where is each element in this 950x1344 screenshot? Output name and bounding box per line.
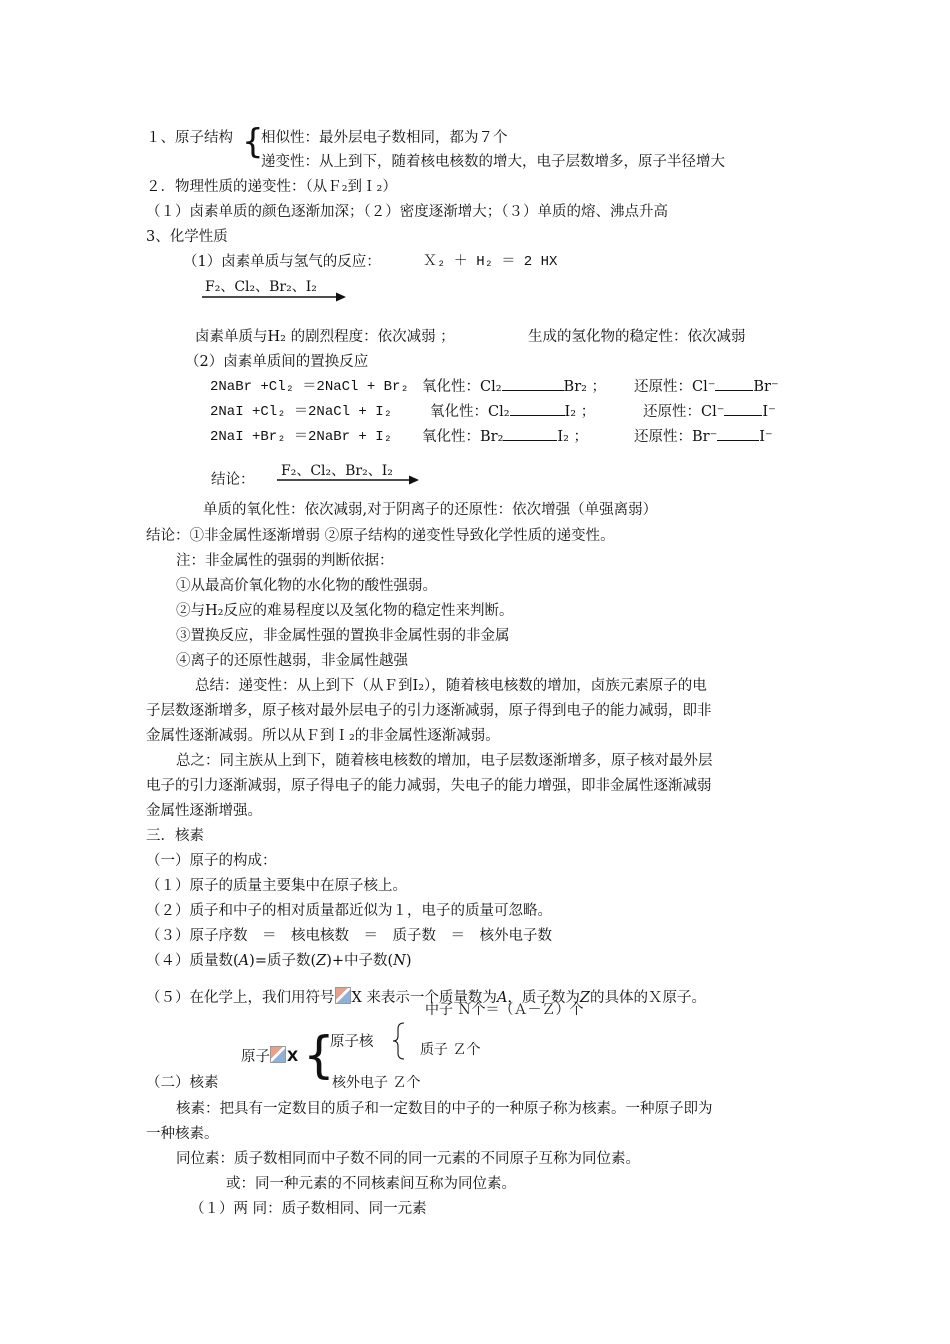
eq2-reduction: 还原性：Cl⁻ I⁻ xyxy=(643,404,776,420)
nucleus-label: 原子核 xyxy=(330,1034,374,1050)
nuclide-def1: 核素：把具有一定数目的质子和一定数目的中子的一种原子称为核素。一种原子即为 xyxy=(176,1101,713,1117)
summary1-line1: 总结：递变性：从上到下（从Ｆ到I₂），随着核电核数的增加，卤族元素原子的电 xyxy=(195,678,707,694)
atom-symbol-icon xyxy=(270,1046,286,1063)
s1-trend: 递变性：从上到下，随着核电核数的增大，电子层数增多，原子半径增大 xyxy=(261,154,725,170)
arrow1-icon xyxy=(200,291,350,303)
note-item-1: ①从最高价氧化物的水化物的酸性强弱。 xyxy=(176,578,437,594)
nuclide-symbol-icon xyxy=(335,987,351,1004)
s1-similarity: 相似性：最外层电子数相同，都为７个 xyxy=(261,130,508,146)
nuclide-def2: 一种核素。 xyxy=(146,1126,219,1142)
summary2-line1: 总之：同主族从上到下，随着核电核数的增加，电子层数逐渐增多，原子核对最外层 xyxy=(176,753,713,769)
conclusion-main: 结论：①非金属性逐渐增弱 ②原子结构的递变性导致化学性质的递变性。 xyxy=(146,528,615,544)
s3b-p2: （２）质子和中子的相对质量都近似为１，电子的质量可忽略。 xyxy=(146,903,552,919)
s3b-p5: （５）在化学上，我们用符号 X 来表示一个质量数为A，质子数为Z的具体的Ｘ原子。 xyxy=(146,987,706,1008)
eq2: 2NaI +Cl₂ ＝2NaCl + I₂ xyxy=(210,404,393,420)
conclusion-text: 单质的氧化性：依次减弱,对于阴离子的还原性：依次增强（单强离弱） xyxy=(203,502,658,518)
s3b-sub1: （一）原子的构成： xyxy=(146,853,277,869)
atom-label: 原子 X xyxy=(241,1046,298,1067)
arrow2-label: F₂、Cl₂、Br₂、I₂ xyxy=(281,463,393,479)
r1-equation: Ｘ₂ ＋ H₂ ＝ 2 HX xyxy=(423,254,558,270)
s3b-p3: （３）原子序数 ＝ 核电核数 ＝ 质子数 ＝ 核外电子数 xyxy=(146,928,552,944)
eq3-oxidation: 氧化性：Br₂ I₂ ； xyxy=(422,429,589,445)
r1-result-a: 卤素单质与H₂ 的剧烈程度：依次减弱 ； xyxy=(195,329,455,345)
s3-title: 3、化学性质 xyxy=(146,229,228,245)
eq1-reduction: 还原性：Cl⁻ Br⁻ xyxy=(634,379,779,395)
s2-items: （１）卤素单质的颜色逐渐加深；（２）密度逐渐增大；（３）单质的熔、沸点升高 xyxy=(146,204,668,220)
r1-head: （1）卤素单质与氢气的反应： xyxy=(183,254,381,270)
eq3: 2NaI +Br₂ ＝2NaBr + I₂ xyxy=(210,429,393,445)
arrow1-label: F₂、Cl₂、Br₂、I₂ xyxy=(205,279,317,295)
s3b-title: 三．核素 xyxy=(146,828,204,844)
proton-label: 质子 Ｚ个 xyxy=(420,1042,481,1058)
isotope-def1: 同位素：质子数相同而中子数不同的同一元素的不同原子互称为同位素。 xyxy=(176,1151,640,1167)
two-same: （１）两 同：质子数相同、同一元素 xyxy=(190,1201,427,1217)
note-item-4: ④离子的还原性越弱，非金属性越强 xyxy=(176,653,408,669)
note-item-3: ③置换反应，非金属性强的置换非金属性弱的非金属 xyxy=(176,628,510,644)
electron-label: 核外电子 Ｚ个 xyxy=(332,1075,421,1091)
neutron-label: 中子 Ｎ个＝（Ａ－Ｚ）个 xyxy=(425,1002,584,1018)
atom-brace: { xyxy=(303,1026,335,1084)
eq2-oxidation: 氧化性：Cl₂ I₂ ； xyxy=(430,404,596,420)
note-item-2: ②与H₂反应的难易程度以及氢化物的稳定性来判断。 xyxy=(176,603,514,619)
summary1-line3: 金属性逐渐减弱。所以从Ｆ到Ｉ₂的非金属性逐渐减弱。 xyxy=(146,728,500,744)
conclusion-label: 结论： xyxy=(211,472,255,488)
s3b-sub2: （二）核素 xyxy=(146,1075,219,1091)
r1-result-b: 生成的氢化物的稳定性：依次减弱 xyxy=(528,329,746,345)
summary1-line2: 子层数逐渐增多，原子核对最外层电子的引力逐渐减弱，原子得到电子的能力减弱，即非 xyxy=(146,703,712,719)
isotope-def2: 或：同一种元素的不同核素间互称为同位素。 xyxy=(226,1176,516,1192)
eq1-oxidation: 氧化性：Cl₂ Br₂ ； xyxy=(422,379,607,395)
r2-head: （2）卤素单质间的置换反应 xyxy=(185,354,369,370)
eq1: 2NaBr +Cl₂ ＝2NaCl + Br₂ xyxy=(210,379,409,395)
s3b-p4: （４）质量数(A)=质子数(Z)+中子数(N) xyxy=(146,953,412,969)
eq3-reduction: 还原性：Br⁻ I⁻ xyxy=(634,429,773,445)
summary2-line2: 电子的引力逐渐减弱，原子得电子的能力减弱，失电子的能力增强，即非金属性逐渐减弱 xyxy=(146,778,712,794)
s1-brace: { xyxy=(242,122,264,162)
note-head: 注：非金属性的强弱的判断依据： xyxy=(176,553,394,569)
summary2-line3: 金属性逐渐增强。 xyxy=(146,803,262,819)
s1-title: １、原子结构 xyxy=(146,130,233,146)
s3b-p1: （１）原子的质量主要集中在原子核上。 xyxy=(146,878,407,894)
nucleus-brace xyxy=(392,1022,406,1060)
s2-title: ２．物理性质的递变性：（从Ｆ₂到Ｉ₂） xyxy=(146,179,397,195)
arrow2-icon xyxy=(275,474,423,486)
